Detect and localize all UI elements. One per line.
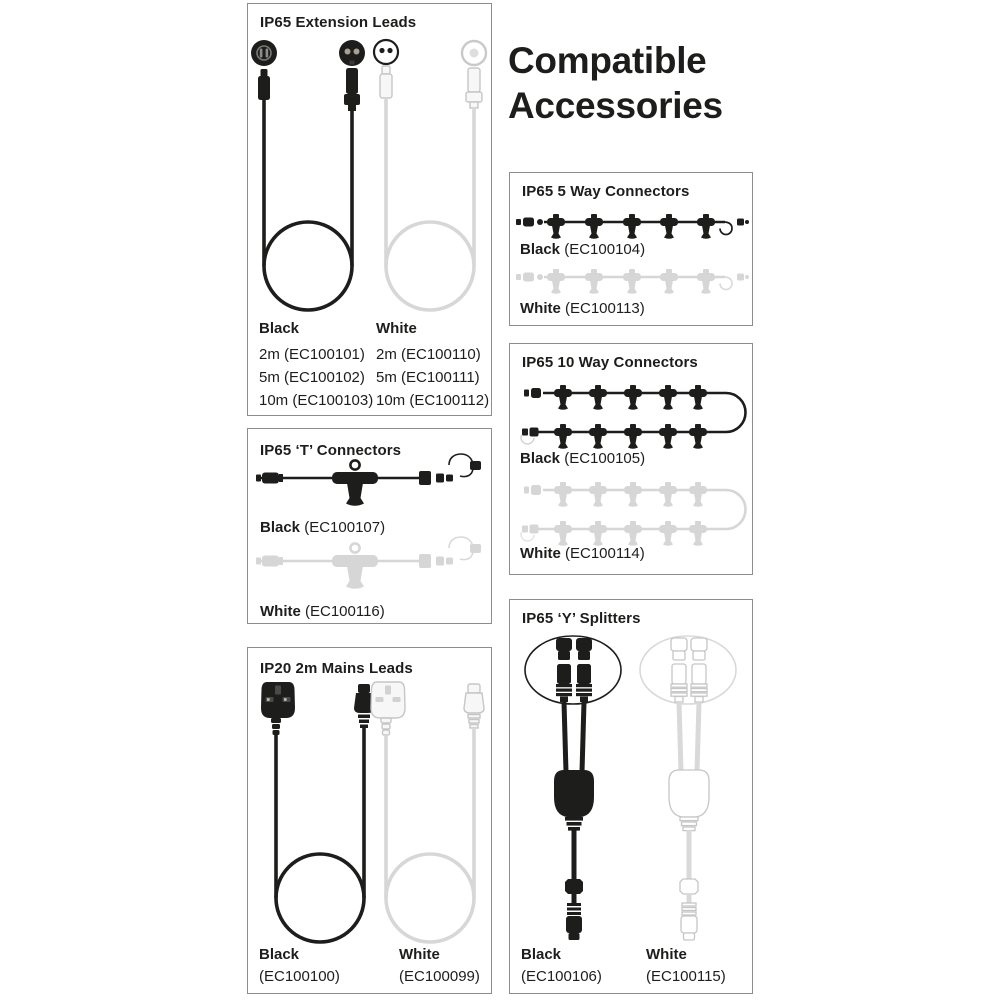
panel-extension-leads — [247, 3, 492, 416]
list-item: 2m (EC100110) — [376, 346, 481, 363]
white-product-label: White (EC100116) — [260, 603, 385, 620]
10-way-string-black — [521, 385, 745, 449]
panel-y-splitters — [509, 599, 753, 994]
white-product-label: White (EC100113) — [520, 300, 645, 317]
panel-5-way-connectors — [509, 172, 753, 326]
panel-t-connectors — [247, 428, 492, 624]
y-splitter-white — [640, 636, 736, 940]
list-item: 10m (EC100103) — [259, 392, 374, 409]
black-product-list — [259, 343, 373, 412]
white-product-list — [376, 343, 489, 412]
white-extension-lead — [380, 66, 482, 310]
page-title — [508, 38, 723, 128]
black-product-label: Black (EC100100) — [259, 946, 340, 985]
connector-face-icon — [251, 40, 277, 66]
black-product-label: Black (EC100106) — [521, 946, 602, 985]
black-product-label: Black (EC100107) — [260, 519, 386, 536]
list-item: 5m (EC100111) — [376, 369, 480, 386]
black-product-label: Black (EC100105) — [520, 450, 646, 467]
iec-connector-icon — [464, 684, 484, 728]
panel-mains-leads — [247, 647, 492, 994]
panel-title: IP65 5 Way Connectors — [522, 183, 690, 200]
y-splitters-illustration — [510, 600, 752, 993]
page-title-line2: Accessories — [508, 85, 723, 126]
white-product-label: White (EC100114) — [520, 545, 645, 562]
black-column-header: Black — [259, 320, 300, 337]
panel-title: IP65 ‘T’ Connectors — [260, 442, 402, 459]
black-extension-lead — [258, 68, 360, 310]
y-splitter-black — [525, 636, 621, 940]
page-title-line1: Compatible — [508, 40, 707, 81]
connector-face-icon — [462, 41, 486, 65]
black-product-label: Black (EC100104) — [520, 241, 646, 258]
10-way-string-white — [521, 482, 745, 546]
t-connector-white — [256, 537, 481, 589]
list-item: 5m (EC100102) — [259, 369, 365, 386]
uk-plug-icon — [261, 682, 295, 735]
white-product-label: White (EC100115) — [646, 946, 726, 985]
t-connector-black — [256, 454, 481, 506]
panel-title: IP65 Extension Leads — [260, 14, 417, 31]
5-way-string-white — [516, 269, 749, 294]
white-product-label: White (EC100099) — [399, 946, 480, 985]
connector-face-icon — [339, 40, 365, 66]
panel-10-way-connectors — [509, 343, 753, 575]
panel-title: IP20 2m Mains Leads — [260, 660, 413, 677]
connector-face-icon — [374, 40, 398, 64]
mains-leads-illustration — [248, 648, 491, 993]
white-column-header: White — [376, 320, 417, 337]
panel-title: IP65 ‘Y’ Splitters — [522, 610, 641, 627]
list-item: 2m (EC100101) — [259, 346, 365, 363]
uk-plug-icon — [371, 682, 405, 735]
5-way-string-black — [516, 214, 749, 239]
list-item: 10m (EC100112) — [376, 392, 490, 409]
panel-title: IP65 10 Way Connectors — [522, 354, 698, 371]
